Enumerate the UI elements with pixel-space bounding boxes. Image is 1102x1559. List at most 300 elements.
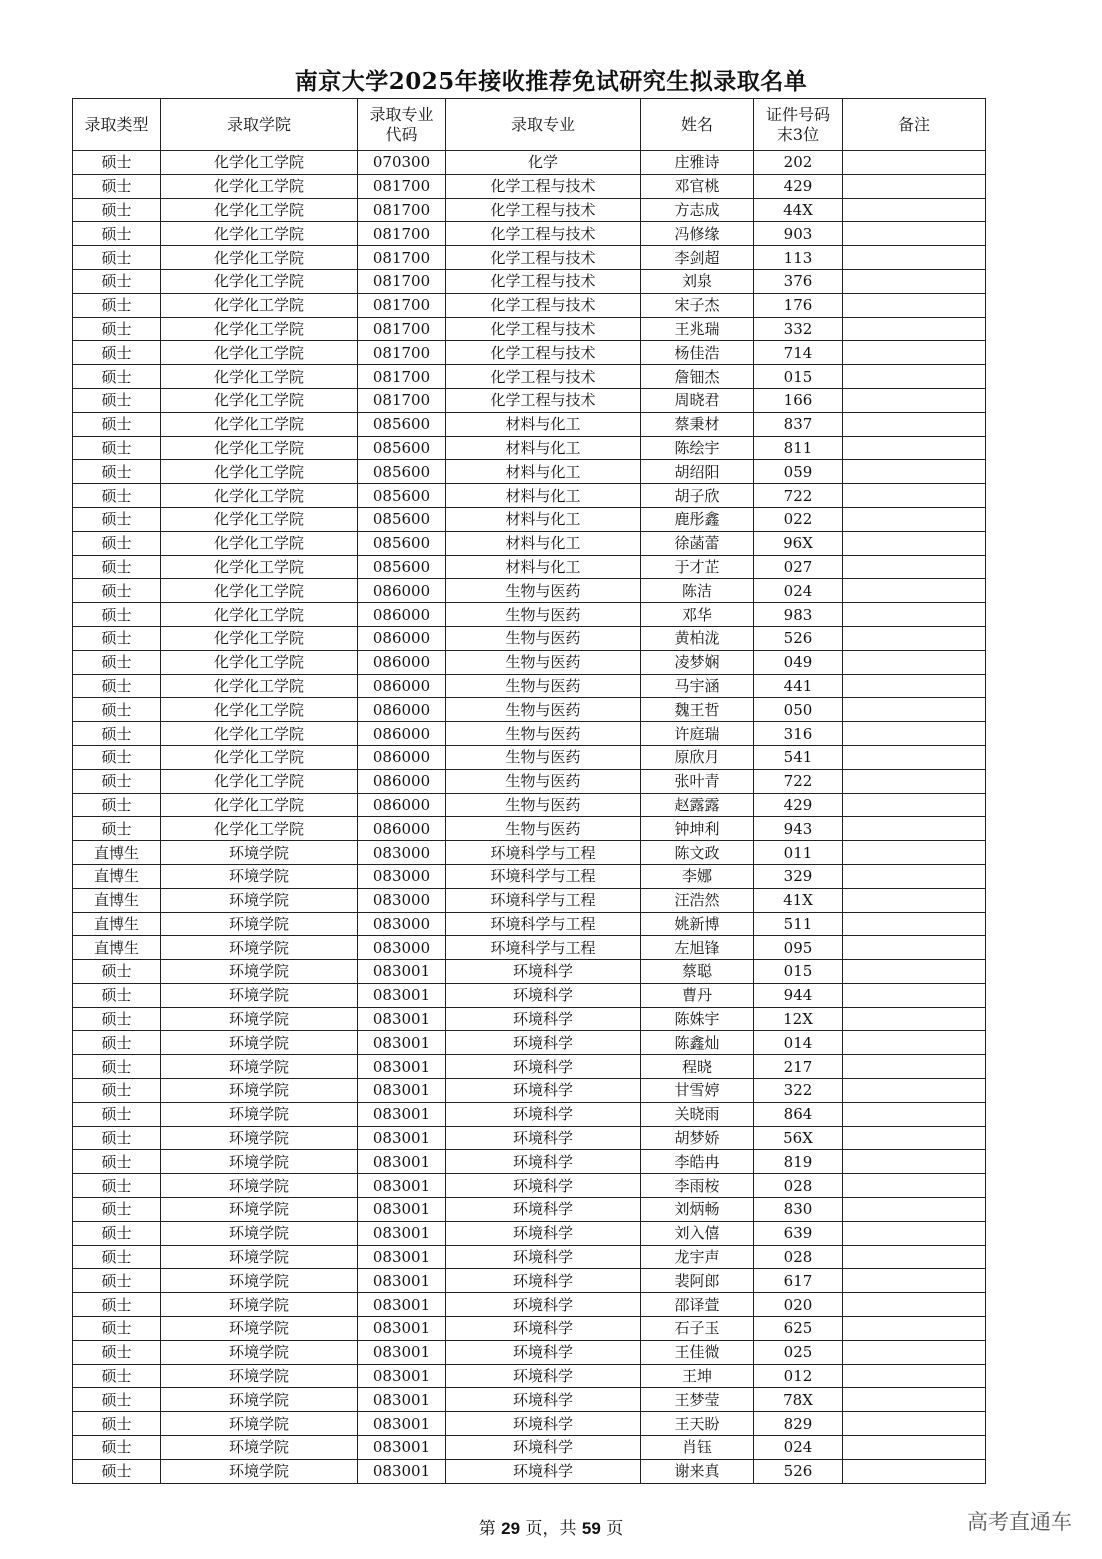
cell-major-code: 085600 <box>358 555 446 579</box>
cell-major-code: 081700 <box>358 246 446 270</box>
cell-name: 王坤 <box>641 1364 754 1388</box>
header-note: 备注 <box>843 99 986 151</box>
table-row <box>73 841 986 865</box>
cell-id-suffix: 028 <box>754 1245 843 1269</box>
cell-major-code: 086000 <box>358 698 446 722</box>
cell-college: 环境学院 <box>161 1198 358 1222</box>
cell-major: 生物与医药 <box>446 722 641 746</box>
cell-type: 硕士 <box>73 626 161 650</box>
cell-id-suffix: 024 <box>754 1436 843 1460</box>
cell-major: 化学工程与技术 <box>446 174 641 198</box>
cell-name: 鹿彤鑫 <box>641 507 754 531</box>
cell-id-suffix: 441 <box>754 674 843 698</box>
cell-major: 材料与化工 <box>446 507 641 531</box>
cell-type: 硕士 <box>73 817 161 841</box>
table-row <box>73 793 986 817</box>
cell-college: 环境学院 <box>161 1436 358 1460</box>
cell-major-code: 086000 <box>358 722 446 746</box>
cell-id-suffix: 837 <box>754 412 843 436</box>
cell-type: 硕士 <box>73 1340 161 1364</box>
cell-note <box>843 151 986 175</box>
cell-name: 邓华 <box>641 603 754 627</box>
cell-id-suffix: 41X <box>754 888 843 912</box>
cell-note <box>843 817 986 841</box>
cell-name: 肖钰 <box>641 1436 754 1460</box>
cell-major-code: 083001 <box>358 1031 446 1055</box>
cell-major-code: 083000 <box>358 841 446 865</box>
cell-college: 化学化工学院 <box>161 793 358 817</box>
cell-major-code: 081700 <box>358 198 446 222</box>
table-row <box>73 1126 986 1150</box>
table-row <box>73 365 986 389</box>
table-row <box>73 936 986 960</box>
cell-name: 蔡秉材 <box>641 412 754 436</box>
page-footer <box>0 1514 1102 1539</box>
cell-college: 环境学院 <box>161 841 358 865</box>
cell-college: 化学化工学院 <box>161 293 358 317</box>
cell-name: 胡子欣 <box>641 484 754 508</box>
cell-college: 环境学院 <box>161 1055 358 1079</box>
cell-id-suffix: 639 <box>754 1221 843 1245</box>
cell-id-suffix: 78X <box>754 1388 843 1412</box>
cell-id-suffix: 176 <box>754 293 843 317</box>
cell-note <box>843 841 986 865</box>
cell-college: 环境学院 <box>161 1245 358 1269</box>
cell-college: 化学化工学院 <box>161 341 358 365</box>
cell-id-suffix: 376 <box>754 269 843 293</box>
cell-college: 环境学院 <box>161 1150 358 1174</box>
cell-type: 硕士 <box>73 674 161 698</box>
cell-major-code: 081700 <box>358 269 446 293</box>
cell-major: 生物与医药 <box>446 650 641 674</box>
cell-major: 环境科学 <box>446 1459 641 1483</box>
cell-type: 硕士 <box>73 412 161 436</box>
cell-name: 甘雪婷 <box>641 1079 754 1103</box>
cell-major-code: 081700 <box>358 365 446 389</box>
cell-note <box>843 1102 986 1126</box>
cell-type: 硕士 <box>73 317 161 341</box>
cell-name: 李雨桉 <box>641 1174 754 1198</box>
cell-type: 硕士 <box>73 1436 161 1460</box>
table-row <box>73 436 986 460</box>
cell-major: 生物与医药 <box>446 745 641 769</box>
cell-major: 环境科学 <box>446 1174 641 1198</box>
table-row <box>73 1102 986 1126</box>
cell-id-suffix: 217 <box>754 1055 843 1079</box>
cell-college: 化学化工学院 <box>161 650 358 674</box>
cell-college: 化学化工学院 <box>161 698 358 722</box>
cell-id-suffix: 027 <box>754 555 843 579</box>
cell-note <box>843 1459 986 1483</box>
cell-major: 环境科学 <box>446 1340 641 1364</box>
cell-id-suffix: 166 <box>754 388 843 412</box>
cell-name: 石子玉 <box>641 1317 754 1341</box>
table-row <box>73 1436 986 1460</box>
cell-college: 环境学院 <box>161 864 358 888</box>
table-row <box>73 174 986 198</box>
cell-note <box>843 626 986 650</box>
cell-college: 环境学院 <box>161 1007 358 1031</box>
table-row <box>73 555 986 579</box>
cell-type: 硕士 <box>73 579 161 603</box>
cell-major: 环境科学 <box>446 1388 641 1412</box>
cell-name: 詹钿杰 <box>641 365 754 389</box>
cell-type: 直博生 <box>73 864 161 888</box>
cell-note <box>843 722 986 746</box>
cell-major-code: 086000 <box>358 650 446 674</box>
cell-type: 硕士 <box>73 246 161 270</box>
cell-major-code: 083000 <box>358 912 446 936</box>
cell-college: 环境学院 <box>161 983 358 1007</box>
cell-major-code: 070300 <box>358 151 446 175</box>
cell-note <box>843 1436 986 1460</box>
cell-major: 环境科学 <box>446 1055 641 1079</box>
cell-type: 硕士 <box>73 1293 161 1317</box>
cell-id-suffix: 025 <box>754 1340 843 1364</box>
cell-major: 化学工程与技术 <box>446 365 641 389</box>
cell-type: 硕士 <box>73 151 161 175</box>
cell-id-suffix: 903 <box>754 222 843 246</box>
table-row <box>73 1221 986 1245</box>
cell-note <box>843 745 986 769</box>
cell-name: 邓官桃 <box>641 174 754 198</box>
cell-major-code: 083001 <box>358 1221 446 1245</box>
cell-id-suffix: 96X <box>754 531 843 555</box>
document-title: 南京大学2025年接收推荐免试研究生拟录取名单 <box>294 68 808 95</box>
cell-major: 环境科学 <box>446 983 641 1007</box>
cell-major: 环境科学与工程 <box>446 912 641 936</box>
cell-name: 左旭锋 <box>641 936 754 960</box>
cell-college: 化学化工学院 <box>161 484 358 508</box>
cell-note <box>843 341 986 365</box>
cell-college: 化学化工学院 <box>161 817 358 841</box>
cell-name: 陈绘宇 <box>641 436 754 460</box>
cell-type: 硕士 <box>73 722 161 746</box>
cell-college: 化学化工学院 <box>161 555 358 579</box>
cell-college: 环境学院 <box>161 1317 358 1341</box>
cell-major: 环境科学 <box>446 1412 641 1436</box>
table-row <box>73 769 986 793</box>
table-row <box>73 293 986 317</box>
cell-college: 化学化工学院 <box>161 626 358 650</box>
cell-college: 环境学院 <box>161 1174 358 1198</box>
cell-id-suffix: 943 <box>754 817 843 841</box>
cell-major-code: 081700 <box>358 341 446 365</box>
cell-note <box>843 436 986 460</box>
cell-name: 程晓 <box>641 1055 754 1079</box>
table-row <box>73 1364 986 1388</box>
cell-major: 材料与化工 <box>446 436 641 460</box>
cell-major: 化学 <box>446 151 641 175</box>
cell-major: 环境科学 <box>446 1102 641 1126</box>
cell-major-code: 086000 <box>358 579 446 603</box>
cell-major: 环境科学 <box>446 1031 641 1055</box>
cell-name: 于才芷 <box>641 555 754 579</box>
cell-id-suffix: 864 <box>754 1102 843 1126</box>
table-row <box>73 626 986 650</box>
cell-type: 硕士 <box>73 983 161 1007</box>
cell-name: 汪浩然 <box>641 888 754 912</box>
cell-id-suffix: 050 <box>754 698 843 722</box>
cell-major: 环境科学 <box>446 1198 641 1222</box>
table-row <box>73 1317 986 1341</box>
header-id-suffix: 证件号码 末3位 <box>754 99 843 151</box>
cell-note <box>843 1150 986 1174</box>
cell-note <box>843 460 986 484</box>
cell-major-code: 083001 <box>358 1317 446 1341</box>
cell-type: 硕士 <box>73 698 161 722</box>
cell-type: 硕士 <box>73 365 161 389</box>
cell-name: 姚新博 <box>641 912 754 936</box>
cell-id-suffix: 44X <box>754 198 843 222</box>
cell-name: 王梦莹 <box>641 1388 754 1412</box>
table-row <box>73 864 986 888</box>
cell-type: 硕士 <box>73 1459 161 1483</box>
cell-college: 环境学院 <box>161 936 358 960</box>
table-row <box>73 1079 986 1103</box>
cell-note <box>843 269 986 293</box>
cell-type: 硕士 <box>73 1055 161 1079</box>
cell-major-code: 085600 <box>358 412 446 436</box>
cell-major: 环境科学与工程 <box>446 888 641 912</box>
header-major-code: 录取专业 代码 <box>358 99 446 151</box>
cell-note <box>843 1388 986 1412</box>
cell-type: 硕士 <box>73 1102 161 1126</box>
admission-table <box>72 98 986 1484</box>
cell-name: 宋子杰 <box>641 293 754 317</box>
cell-id-suffix: 830 <box>754 1198 843 1222</box>
cell-name: 胡绍阳 <box>641 460 754 484</box>
table-row <box>73 246 986 270</box>
cell-college: 环境学院 <box>161 960 358 984</box>
cell-note <box>843 1221 986 1245</box>
cell-name: 刘入僖 <box>641 1221 754 1245</box>
cell-name: 方志成 <box>641 198 754 222</box>
cell-note <box>843 960 986 984</box>
header-college: 录取学院 <box>161 99 358 151</box>
table-row <box>73 1340 986 1364</box>
cell-id-suffix: 12X <box>754 1007 843 1031</box>
cell-id-suffix: 625 <box>754 1317 843 1341</box>
cell-name: 王佳微 <box>641 1340 754 1364</box>
table-row <box>73 1459 986 1483</box>
cell-id-suffix: 322 <box>754 1079 843 1103</box>
cell-major: 环境科学 <box>446 960 641 984</box>
cell-name: 王兆瑞 <box>641 317 754 341</box>
cell-major: 环境科学 <box>446 1007 641 1031</box>
cell-major: 环境科学 <box>446 1436 641 1460</box>
cell-type: 硕士 <box>73 388 161 412</box>
cell-college: 环境学院 <box>161 1102 358 1126</box>
cell-name: 赵露露 <box>641 793 754 817</box>
cell-id-suffix: 526 <box>754 1459 843 1483</box>
cell-type: 硕士 <box>73 1269 161 1293</box>
cell-major-code: 085600 <box>358 507 446 531</box>
cell-type: 硕士 <box>73 745 161 769</box>
cell-note <box>843 1317 986 1341</box>
cell-college: 化学化工学院 <box>161 388 358 412</box>
cell-name: 陈鑫灿 <box>641 1031 754 1055</box>
table-row <box>73 341 986 365</box>
cell-major-code: 085600 <box>358 531 446 555</box>
cell-name: 胡梦娇 <box>641 1126 754 1150</box>
table-row <box>73 674 986 698</box>
cell-major-code: 083000 <box>358 888 446 912</box>
cell-id-suffix: 113 <box>754 246 843 270</box>
cell-id-suffix: 022 <box>754 507 843 531</box>
table-row <box>73 817 986 841</box>
cell-major-code: 086000 <box>358 793 446 817</box>
cell-type: 硕士 <box>73 436 161 460</box>
cell-college: 化学化工学院 <box>161 222 358 246</box>
footer-prefix: 第 <box>478 1519 496 1539</box>
table-row <box>73 484 986 508</box>
table-row <box>73 1245 986 1269</box>
cell-college: 化学化工学院 <box>161 674 358 698</box>
cell-type: 硕士 <box>73 603 161 627</box>
cell-college: 化学化工学院 <box>161 722 358 746</box>
cell-id-suffix: 012 <box>754 1364 843 1388</box>
cell-name: 陈洁 <box>641 579 754 603</box>
cell-college: 化学化工学院 <box>161 603 358 627</box>
cell-major: 材料与化工 <box>446 412 641 436</box>
cell-college: 环境学院 <box>161 1459 358 1483</box>
cell-major-code: 081700 <box>358 317 446 341</box>
cell-major-code: 085600 <box>358 436 446 460</box>
cell-type: 直博生 <box>73 841 161 865</box>
cell-id-suffix: 829 <box>754 1412 843 1436</box>
cell-college: 化学化工学院 <box>161 579 358 603</box>
cell-major-code: 083001 <box>358 1102 446 1126</box>
cell-note <box>843 1079 986 1103</box>
cell-major-code: 085600 <box>358 484 446 508</box>
table-row <box>73 1269 986 1293</box>
cell-note <box>843 198 986 222</box>
cell-major: 环境科学与工程 <box>446 841 641 865</box>
cell-type: 硕士 <box>73 460 161 484</box>
cell-type: 直博生 <box>73 936 161 960</box>
cell-name: 冯修缘 <box>641 222 754 246</box>
cell-name: 原欣月 <box>641 745 754 769</box>
table-row <box>73 412 986 436</box>
cell-college: 化学化工学院 <box>161 507 358 531</box>
cell-type: 硕士 <box>73 769 161 793</box>
cell-name: 周晓君 <box>641 388 754 412</box>
table-body <box>73 151 986 1484</box>
cell-college: 化学化工学院 <box>161 460 358 484</box>
cell-major: 环境科学 <box>446 1317 641 1341</box>
cell-major: 材料与化工 <box>446 555 641 579</box>
cell-type: 硕士 <box>73 484 161 508</box>
cell-college: 环境学院 <box>161 1221 358 1245</box>
cell-name: 刘泉 <box>641 269 754 293</box>
cell-id-suffix: 028 <box>754 1174 843 1198</box>
cell-major-code: 083000 <box>358 864 446 888</box>
cell-type: 硕士 <box>73 1388 161 1412</box>
cell-name: 陈姝宇 <box>641 1007 754 1031</box>
cell-type: 直博生 <box>73 888 161 912</box>
cell-major: 生物与医药 <box>446 626 641 650</box>
cell-note <box>843 531 986 555</box>
cell-major: 化学工程与技术 <box>446 388 641 412</box>
cell-college: 化学化工学院 <box>161 317 358 341</box>
cell-note <box>843 1269 986 1293</box>
cell-major-code: 086000 <box>358 769 446 793</box>
cell-major-code: 085600 <box>358 460 446 484</box>
cell-college: 化学化工学院 <box>161 269 358 293</box>
table-row <box>73 579 986 603</box>
cell-note <box>843 484 986 508</box>
cell-id-suffix: 024 <box>754 579 843 603</box>
cell-type: 硕士 <box>73 1221 161 1245</box>
table-row <box>73 1198 986 1222</box>
cell-name: 许庭瑞 <box>641 722 754 746</box>
cell-major-code: 083001 <box>358 1055 446 1079</box>
cell-major-code: 083001 <box>358 1293 446 1317</box>
cell-college: 环境学院 <box>161 1364 358 1388</box>
cell-college: 化学化工学院 <box>161 412 358 436</box>
cell-name: 龙宇声 <box>641 1245 754 1269</box>
cell-major-code: 083001 <box>358 983 446 1007</box>
cell-name: 谢来真 <box>641 1459 754 1483</box>
cell-major-code: 086000 <box>358 603 446 627</box>
cell-note <box>843 1174 986 1198</box>
cell-major: 环境科学 <box>446 1126 641 1150</box>
cell-note <box>843 365 986 389</box>
cell-note <box>843 174 986 198</box>
cell-note <box>843 769 986 793</box>
table-row <box>73 888 986 912</box>
table-row <box>73 698 986 722</box>
cell-major: 环境科学与工程 <box>446 864 641 888</box>
cell-type: 硕士 <box>73 198 161 222</box>
cell-id-suffix: 095 <box>754 936 843 960</box>
cell-id-suffix: 541 <box>754 745 843 769</box>
cell-major: 材料与化工 <box>446 531 641 555</box>
cell-id-suffix: 944 <box>754 983 843 1007</box>
cell-major-code: 083001 <box>358 1364 446 1388</box>
cell-major-code: 086000 <box>358 626 446 650</box>
cell-id-suffix: 332 <box>754 317 843 341</box>
cell-id-suffix: 011 <box>754 841 843 865</box>
cell-major: 化学工程与技术 <box>446 341 641 365</box>
cell-id-suffix: 202 <box>754 151 843 175</box>
table-row <box>73 1031 986 1055</box>
cell-major-code: 083001 <box>358 1245 446 1269</box>
cell-note <box>843 650 986 674</box>
cell-note <box>843 864 986 888</box>
cell-note <box>843 1055 986 1079</box>
table-row <box>73 603 986 627</box>
cell-type: 硕士 <box>73 1007 161 1031</box>
cell-name: 陈文政 <box>641 841 754 865</box>
cell-note <box>843 674 986 698</box>
cell-name: 曹丹 <box>641 983 754 1007</box>
cell-major-code: 083001 <box>358 1007 446 1031</box>
cell-note <box>843 507 986 531</box>
cell-major-code: 083001 <box>358 1174 446 1198</box>
cell-type: 硕士 <box>73 222 161 246</box>
cell-college: 化学化工学院 <box>161 531 358 555</box>
cell-major-code: 083001 <box>358 1126 446 1150</box>
table-row <box>73 151 986 175</box>
table-row <box>73 317 986 341</box>
cell-major-code: 083001 <box>358 1459 446 1483</box>
cell-college: 化学化工学院 <box>161 745 358 769</box>
cell-name: 关晓雨 <box>641 1102 754 1126</box>
cell-major-code: 083001 <box>358 1198 446 1222</box>
cell-name: 刘炳畅 <box>641 1198 754 1222</box>
